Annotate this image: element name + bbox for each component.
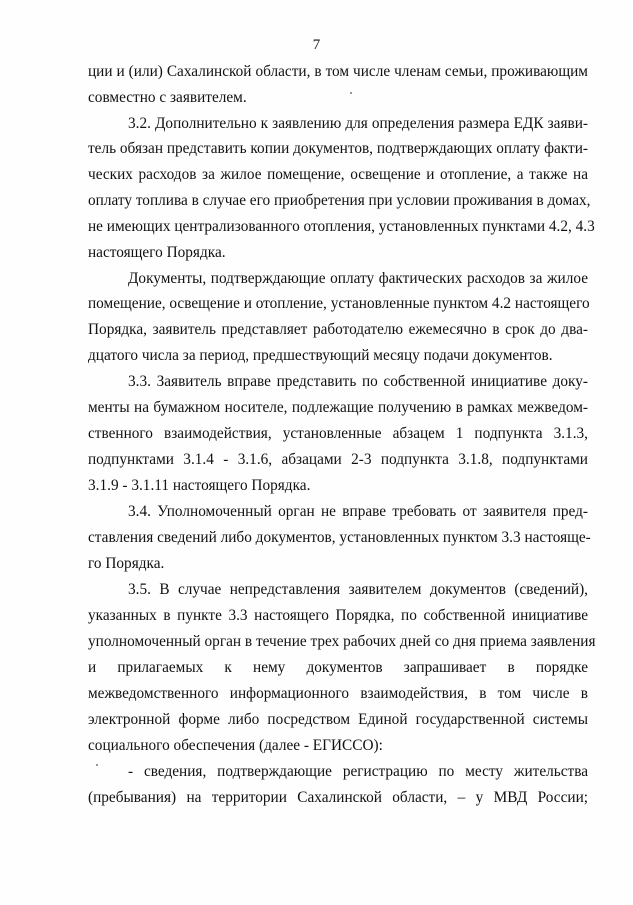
text-line: ставления сведений либо документов, установленных пунктом 3.3 настояще- <box>88 529 591 546</box>
text-line: ственного взаимодействия, установленные абзацем 1 подпункта 3.1.3, <box>88 425 588 442</box>
text-line: (пребывания) на территории Сахалинской области, – у МВД России; <box>88 789 588 806</box>
text-line: электронной форме либо посредством Единой государственной системы <box>88 711 588 728</box>
text-line: 3.1.9 - 3.1.11 настоящего Порядка. <box>88 477 311 494</box>
paragraph-first-line: 3.3. Заявитель вправе представить по собственной инициативе доку- <box>128 373 588 390</box>
text-line: и прилагаемых к нему документов запрашивает в порядке <box>88 659 588 676</box>
text-line: подпунктами 3.1.4 - 3.1.6, абзацами 2-3 подпункта 3.1.8, подпунктами <box>88 451 588 468</box>
text-line: уполномоченный орган в течение трех рабочих дней со дня приема заявления <box>88 633 596 650</box>
text-line: менты на бумажном носителе, подлежащие получению в рамках межведом- <box>88 399 588 416</box>
text-line: не имеющих централизованного отопления, установленных пунктами 4.2, 4.3 <box>88 218 595 235</box>
text-line: помещение, освещение и отопление, установленные пунктом 4.2 настоящего <box>88 295 590 312</box>
text-line: межведомственного информационного взаимодействия, в том числе в <box>88 685 588 702</box>
scan-speck <box>350 92 352 94</box>
text-line: дцатого числа за период, предшествующий месяцу подачи документов. <box>88 347 553 364</box>
scan-speck <box>96 764 98 766</box>
text-line: социального обеспечения (далее - ЕГИССО): <box>88 737 383 754</box>
paragraph-first-line: - сведения, подтверждающие регистрацию по месту жительства <box>128 763 588 780</box>
paragraph-first-line: Документы, подтверждающие оплату фактических расходов за жилое <box>128 270 588 287</box>
paragraph-first-line: 3.4. Уполномоченный орган не вправе требовать от заявителя пред- <box>128 503 588 520</box>
page-number: 7 <box>312 37 321 53</box>
paragraph-first-line: 3.5. В случае непредставления заявителем документов (сведений), <box>128 581 588 598</box>
text-line: Порядка, заявитель представляет работодателю ежемесячно в срок до два- <box>88 321 588 338</box>
text-line: совместно с заявителем. <box>88 89 247 106</box>
text-line: оплату топлива в случае его приобретения при условии проживания в домах, <box>88 192 591 209</box>
text-line: ческих расходов за жилое помещение, освещение и отопление, а также на <box>88 166 588 183</box>
text-line: ции и (или) Сахалинской области, в том числе членам семьи, проживающим <box>88 63 588 80</box>
text-line: настоящего Порядка. <box>88 244 226 261</box>
paragraph-first-line: 3.2. Дополнительно к заявлению для определения размера ЕДК заяви- <box>128 115 588 132</box>
text-line: тель обязан представить копии документов, подтверждающих оплату факти- <box>88 140 588 157</box>
text-line: го Порядка. <box>88 555 165 572</box>
text-line: указанных в пункте 3.3 настоящего Порядка, по собственной инициативе <box>88 607 588 624</box>
